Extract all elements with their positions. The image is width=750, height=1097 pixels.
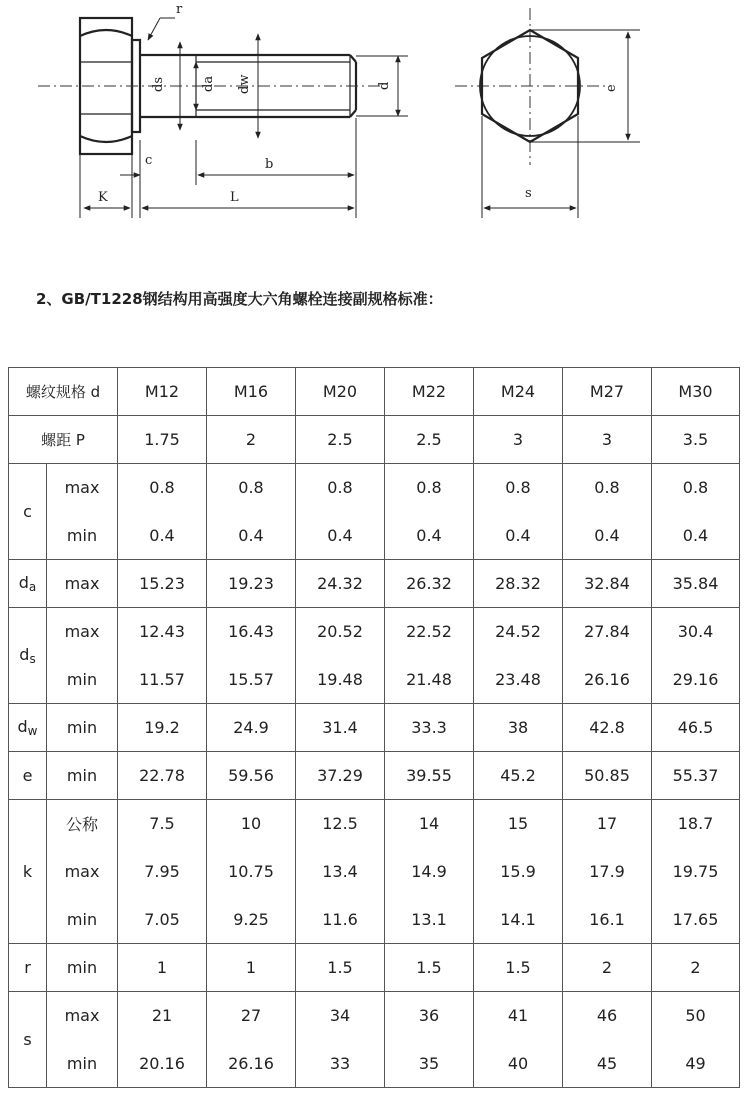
label-s: s — [525, 186, 532, 201]
label-e: e — [604, 84, 619, 92]
pitch-cell: 3 — [474, 416, 563, 464]
value-cell: 16.43 — [207, 608, 296, 656]
value-cell: 33.3 — [385, 704, 474, 752]
pitch-cell: 3.5 — [652, 416, 740, 464]
value-cell: 22.78 — [118, 752, 207, 800]
dimension-label — [9, 560, 47, 608]
dimension-name: k — [22, 862, 33, 881]
table-row — [9, 560, 740, 608]
value-cell: 38 — [474, 704, 563, 752]
table-row — [9, 464, 740, 512]
dimension-name: d — [19, 645, 30, 664]
value-cell: 19.23 — [207, 560, 296, 608]
value-cell: 15 — [474, 800, 563, 848]
value-cell: 30.4 — [652, 608, 740, 656]
value-cell: 26.32 — [385, 560, 474, 608]
value-cell: 27 — [207, 992, 296, 1040]
value-cell: 0.8 — [474, 464, 563, 512]
value-cell: 14.9 — [385, 848, 474, 896]
value-cell: 12.5 — [296, 800, 385, 848]
value-cell: 13.4 — [296, 848, 385, 896]
size-cell: M20 — [296, 368, 385, 416]
value-cell: 34 — [296, 992, 385, 1040]
value-cell: 45 — [563, 1040, 652, 1088]
value-cell: 45.2 — [474, 752, 563, 800]
table-row — [9, 752, 740, 800]
value-cell: 17.9 — [563, 848, 652, 896]
value-cell: 23.48 — [474, 656, 563, 704]
table-row — [9, 800, 740, 848]
limit-label: max — [47, 560, 118, 608]
limit-label: 公称 — [47, 800, 118, 848]
limit-label: min — [47, 1040, 118, 1088]
value-cell: 40 — [474, 1040, 563, 1088]
label-r: r — [176, 2, 183, 17]
label-dw: dw — [237, 74, 252, 94]
size-cell: M12 — [118, 368, 207, 416]
limit-label: max — [47, 608, 118, 656]
value-cell: 15.57 — [207, 656, 296, 704]
value-cell: 0.8 — [118, 464, 207, 512]
dimension-name: s — [23, 1030, 32, 1049]
section-heading: 2、GB/T1228钢结构用高强度大六角螺栓连接副规格标准： — [36, 290, 443, 308]
value-cell: 39.55 — [385, 752, 474, 800]
table-row — [9, 512, 740, 560]
dimension-name: r — [24, 958, 31, 977]
bolt-dimension-drawing — [0, 0, 750, 240]
table-row — [9, 992, 740, 1040]
table-row — [9, 608, 740, 656]
table-row — [9, 896, 740, 944]
dimension-label — [9, 704, 47, 752]
value-cell: 14 — [385, 800, 474, 848]
value-cell: 7.5 — [118, 800, 207, 848]
value-cell: 7.05 — [118, 896, 207, 944]
value-cell: 49 — [652, 1040, 740, 1088]
dimension-subscript: s — [29, 652, 36, 666]
value-cell: 29.16 — [652, 656, 740, 704]
table-row — [9, 944, 740, 992]
value-cell: 12.43 — [118, 608, 207, 656]
value-cell: 1 — [118, 944, 207, 992]
value-cell: 21 — [118, 992, 207, 1040]
value-cell: 15.23 — [118, 560, 207, 608]
value-cell: 0.8 — [652, 464, 740, 512]
value-cell: 59.56 — [207, 752, 296, 800]
value-cell: 46.5 — [652, 704, 740, 752]
value-cell: 35 — [385, 1040, 474, 1088]
dimension-subscript: a — [28, 580, 37, 594]
value-cell: 0.4 — [563, 512, 652, 560]
label-l: L — [230, 190, 239, 205]
dimension-label — [9, 944, 47, 992]
value-cell: 11.6 — [296, 896, 385, 944]
value-cell: 50 — [652, 992, 740, 1040]
value-cell: 10.75 — [207, 848, 296, 896]
value-cell: 0.8 — [207, 464, 296, 512]
value-cell: 28.32 — [474, 560, 563, 608]
value-cell: 24.32 — [296, 560, 385, 608]
value-cell: 2 — [563, 944, 652, 992]
value-cell: 36 — [385, 992, 474, 1040]
value-cell: 21.48 — [385, 656, 474, 704]
header-row — [9, 368, 740, 416]
value-cell: 24.52 — [474, 608, 563, 656]
dimension-label — [9, 464, 47, 560]
limit-label: max — [47, 848, 118, 896]
size-cell: M30 — [652, 368, 740, 416]
value-cell: 27.84 — [563, 608, 652, 656]
value-cell: 32.84 — [563, 560, 652, 608]
value-cell: 9.25 — [207, 896, 296, 944]
value-cell: 0.4 — [474, 512, 563, 560]
pitch-cell: 2.5 — [385, 416, 474, 464]
value-cell: 55.37 — [652, 752, 740, 800]
limit-label: min — [47, 752, 118, 800]
dimension-name: e — [22, 766, 33, 785]
limit-label: min — [47, 512, 118, 560]
value-cell: 31.4 — [296, 704, 385, 752]
value-cell: 17.65 — [652, 896, 740, 944]
value-cell: 26.16 — [563, 656, 652, 704]
size-cell: M27 — [563, 368, 652, 416]
value-cell: 0.4 — [652, 512, 740, 560]
bolt-spec-table — [8, 367, 740, 1088]
dimension-label — [9, 800, 47, 944]
label-k: K — [98, 190, 108, 205]
dimension-subscript: w — [27, 724, 38, 738]
pitch-cell: 2.5 — [296, 416, 385, 464]
value-cell: 0.8 — [296, 464, 385, 512]
label-ds: ds — [151, 77, 166, 92]
value-cell: 2 — [652, 944, 740, 992]
value-cell: 20.16 — [118, 1040, 207, 1088]
limit-label: min — [47, 944, 118, 992]
label-b: b — [265, 157, 274, 172]
header-label: 螺纹规格 d — [9, 368, 118, 416]
label-da: da — [201, 75, 216, 92]
limit-label: min — [47, 656, 118, 704]
value-cell: 7.95 — [118, 848, 207, 896]
pitch-label: 螺距 P — [9, 416, 118, 464]
value-cell: 16.1 — [563, 896, 652, 944]
size-cell: M22 — [385, 368, 474, 416]
dimension-name: c — [23, 502, 32, 521]
value-cell: 19.48 — [296, 656, 385, 704]
limit-label: min — [47, 704, 118, 752]
label-c: c — [145, 153, 153, 168]
table-row — [9, 656, 740, 704]
limit-label: min — [47, 896, 118, 944]
value-cell: 0.4 — [296, 512, 385, 560]
pitch-row — [9, 416, 740, 464]
pitch-cell: 1.75 — [118, 416, 207, 464]
limit-label: max — [47, 992, 118, 1040]
table-row — [9, 848, 740, 896]
value-cell: 19.2 — [118, 704, 207, 752]
value-cell: 15.9 — [474, 848, 563, 896]
limit-label: max — [47, 464, 118, 512]
value-cell: 10 — [207, 800, 296, 848]
value-cell: 41 — [474, 992, 563, 1040]
value-cell: 20.52 — [296, 608, 385, 656]
value-cell: 0.4 — [385, 512, 474, 560]
value-cell: 1.5 — [385, 944, 474, 992]
value-cell: 35.84 — [652, 560, 740, 608]
value-cell: 50.85 — [563, 752, 652, 800]
value-cell: 0.8 — [385, 464, 474, 512]
value-cell: 42.8 — [563, 704, 652, 752]
value-cell: 33 — [296, 1040, 385, 1088]
table-row — [9, 1040, 740, 1088]
table-row — [9, 704, 740, 752]
dimension-name: d — [17, 717, 28, 736]
value-cell: 0.4 — [118, 512, 207, 560]
label-d: d — [377, 81, 392, 90]
pitch-cell: 2 — [207, 416, 296, 464]
value-cell: 24.9 — [207, 704, 296, 752]
dimension-label — [9, 992, 47, 1088]
value-cell: 14.1 — [474, 896, 563, 944]
value-cell: 1 — [207, 944, 296, 992]
value-cell: 1.5 — [474, 944, 563, 992]
dimension-name: d — [18, 573, 29, 592]
value-cell: 37.29 — [296, 752, 385, 800]
size-cell: M16 — [207, 368, 296, 416]
value-cell: 0.4 — [207, 512, 296, 560]
value-cell: 46 — [563, 992, 652, 1040]
value-cell: 22.52 — [385, 608, 474, 656]
value-cell: 26.16 — [207, 1040, 296, 1088]
value-cell: 19.75 — [652, 848, 740, 896]
dimension-label — [9, 752, 47, 800]
dimension-label — [9, 608, 47, 704]
value-cell: 18.7 — [652, 800, 740, 848]
pitch-cell: 3 — [563, 416, 652, 464]
value-cell: 0.8 — [563, 464, 652, 512]
value-cell: 17 — [563, 800, 652, 848]
size-cell: M24 — [474, 368, 563, 416]
value-cell: 1.5 — [296, 944, 385, 992]
value-cell: 11.57 — [118, 656, 207, 704]
value-cell: 13.1 — [385, 896, 474, 944]
